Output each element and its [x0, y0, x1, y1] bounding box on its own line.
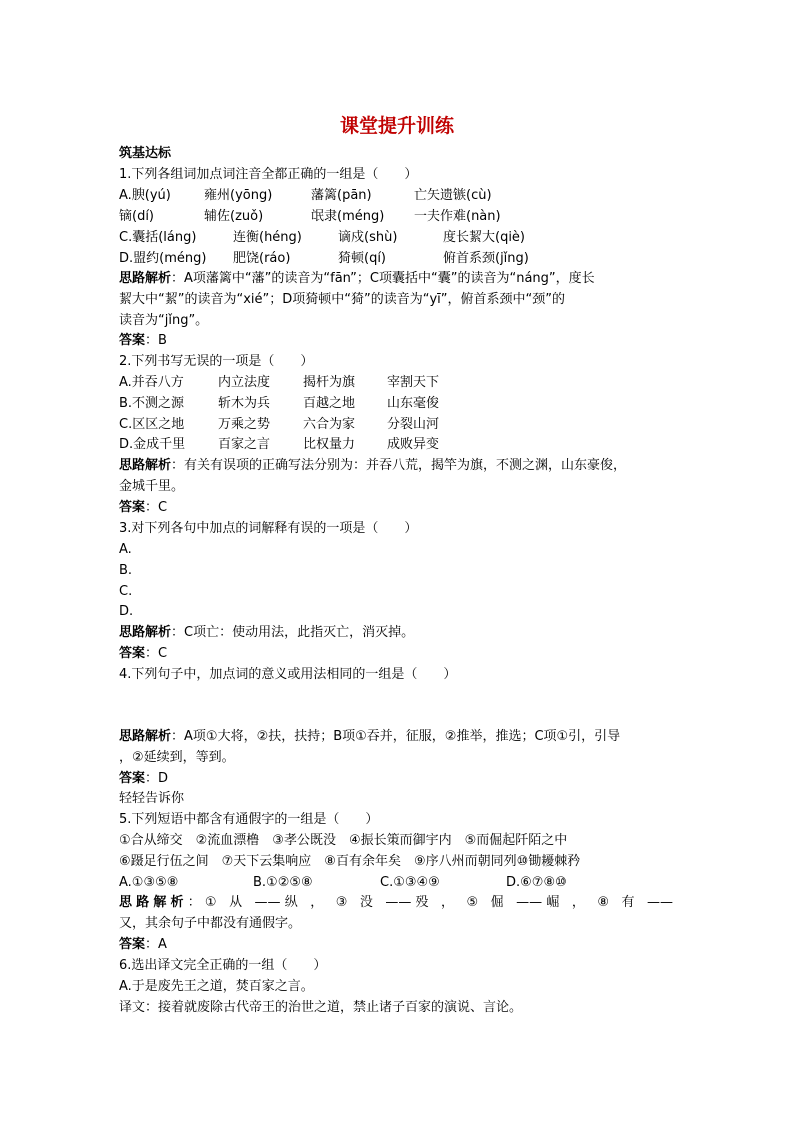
q2-option: 揭杆为旗	[303, 375, 356, 390]
q1-stem: 1.下列各组词加点词注音全都正确的一组是（ ）	[119, 167, 418, 182]
q1-option: 辅佐(zuǒ)	[204, 209, 264, 224]
answer-value: ：B	[145, 333, 167, 348]
q1-option: 谪戍(shù)	[338, 230, 398, 245]
q6-option: A.于是废先王之道，焚百家之言。	[119, 979, 314, 994]
q2-option: A.并吞八方	[119, 375, 184, 390]
q2-option: 山东毫俊	[387, 396, 440, 411]
q1-option: A.腴(yú)	[119, 188, 171, 203]
answer-value: ：C	[145, 646, 168, 661]
q1-analysis-line	[119, 270, 595, 287]
answer-label: 答案	[119, 500, 146, 515]
analysis-label: 思路解析	[119, 729, 172, 744]
q6-stem: 6.选出译文完全正确的一组（ ）	[119, 958, 327, 973]
q4-analysis-line	[119, 728, 620, 745]
q2-stem: 2.下列书写无误的一项是（ ）	[119, 354, 314, 369]
q3-option: D.	[119, 604, 134, 619]
q2-option: 斩木为兵	[218, 396, 271, 411]
q5-choice: B.①②⑤⑧	[253, 875, 313, 890]
analysis-label: 思路解析	[119, 895, 188, 910]
q5-analysis-line	[119, 894, 673, 911]
q1-analysis-line: 絜大中“絜”的读音为“xié”；D项猗顿中“猗”的读音为“yī”，俯首系颈中“颈”的	[119, 292, 565, 307]
analysis-text: ：A项藩篱中“藩”的读音为“fān”；C项囊括中“囊”的读音为“náng”，度长	[171, 271, 595, 286]
q1-option: 亡矢遗镞(cù)	[414, 188, 492, 203]
q2-option: 成败异变	[387, 437, 440, 452]
q2-option: 百家之言	[218, 437, 271, 452]
q3-answer	[119, 645, 167, 662]
analysis-text: ：有关有误项的正确写法分别为：并吞八荒，揭竿为旗，不测之渊，山东豪俊，	[171, 458, 627, 473]
q2-option: 比权量力	[303, 437, 356, 452]
q1-option: 度长絜大(qiè)	[443, 230, 526, 245]
q2-option: 分裂山河	[387, 417, 440, 432]
q2-option: 百越之地	[303, 396, 356, 411]
q1-option: 一夫作难(nàn)	[414, 209, 501, 224]
q3-option: A.	[119, 542, 132, 557]
answer-label: 答案	[119, 333, 146, 348]
analysis-text: ：C项亡：使动用法，此指灭亡，消灭掉。	[171, 625, 415, 640]
q4-stem: 4.下列句子中，加点词的意义或用法相同的一组是（ ）	[119, 667, 457, 682]
q5-choice: D.⑥⑦⑧⑩	[506, 875, 567, 890]
q5-choice: C.①③④⑨	[380, 875, 440, 890]
q2-analysis-line: 金城千里。	[119, 479, 185, 494]
analysis-text: ：① 从 ——纵 ， ③ 没 ——殁 ， ⑤ 倔 ——崛 ， ⑧ 有 ——	[187, 895, 673, 910]
q3-stem: 3.对下列各句中加点的词解释有误的一项是（ ）	[119, 521, 418, 536]
q1-option: 雍州(yōng)	[204, 188, 273, 203]
q1-option: D.盟约(méng)	[119, 251, 207, 266]
q1-answer	[119, 332, 167, 349]
page-title: 课堂提升训练	[339, 115, 454, 137]
q2-option: B.不测之源	[119, 396, 185, 411]
q6-translation: 译文：接着就废除古代帝王的治世之道，禁止诸子百家的演说、言论。	[119, 1000, 523, 1015]
q1-option: 藩篱(pān)	[311, 188, 372, 203]
tip-heading: 轻轻告诉你	[119, 791, 185, 806]
q4-analysis-line: ，②延续到，等到。	[119, 750, 235, 765]
q2-option: C.区区之地	[119, 417, 185, 432]
q1-option: 镝(dí)	[119, 209, 155, 224]
analysis-label: 思路解析	[119, 458, 172, 473]
q2-option: 宰割天下	[387, 375, 440, 390]
q3-option: B.	[119, 563, 133, 578]
q1-option: 连衡(héng)	[233, 230, 302, 245]
q5-phrases: ⑥蹑足行伍之间 ⑦天下云集响应 ⑧百有余年矣 ⑨序八州而朝同列⑩锄耰棘矜	[119, 854, 581, 869]
q2-option: D.金成千里	[119, 437, 186, 452]
q5-answer	[119, 936, 167, 953]
analysis-label: 思路解析	[119, 271, 172, 286]
answer-label: 答案	[119, 937, 146, 952]
q2-option: 六合为家	[303, 417, 356, 432]
q1-option: 肥饶(ráo)	[233, 251, 291, 266]
q5-stem: 5.下列短语中都含有通假字的一组是（ ）	[119, 812, 379, 827]
q1-option: 氓隶(méng)	[311, 209, 385, 224]
q2-answer	[119, 499, 167, 516]
q5-phrases: ①合从缔交 ②流血漂橹 ③孝公既没 ④振长策而御宇内 ⑤而倔起阡陌之中	[119, 833, 568, 848]
q1-analysis-line: 读音为“jǐng”。	[119, 313, 209, 328]
q4-answer	[119, 770, 168, 787]
answer-value: ：A	[145, 937, 167, 952]
answer-value: ：C	[145, 500, 168, 515]
answer-value: ：D	[145, 771, 169, 786]
q3-analysis	[119, 624, 414, 641]
q5-analysis-line: 又，其余句子中都没有通假字。	[119, 916, 302, 931]
q2-option: 万乘之势	[218, 417, 271, 432]
q1-option: 猗顿(qí)	[338, 251, 387, 266]
q3-option: C.	[119, 584, 133, 599]
q1-option: 俯首系颈(jǐng)	[443, 251, 529, 266]
analysis-text: ：A项①大将，②扶，扶持；B项①吞并，征服，②推举，推选；C项①引，引导	[171, 729, 621, 744]
q5-choice: A.①③⑤⑧	[119, 875, 179, 890]
analysis-label: 思路解析	[119, 625, 172, 640]
answer-label: 答案	[119, 771, 146, 786]
q2-option: 内立法度	[218, 375, 271, 390]
section-heading: 筑基达标	[119, 146, 172, 161]
q2-analysis-line	[119, 457, 626, 474]
q1-option: C.囊括(láng)	[119, 230, 197, 245]
answer-label: 答案	[119, 646, 146, 661]
